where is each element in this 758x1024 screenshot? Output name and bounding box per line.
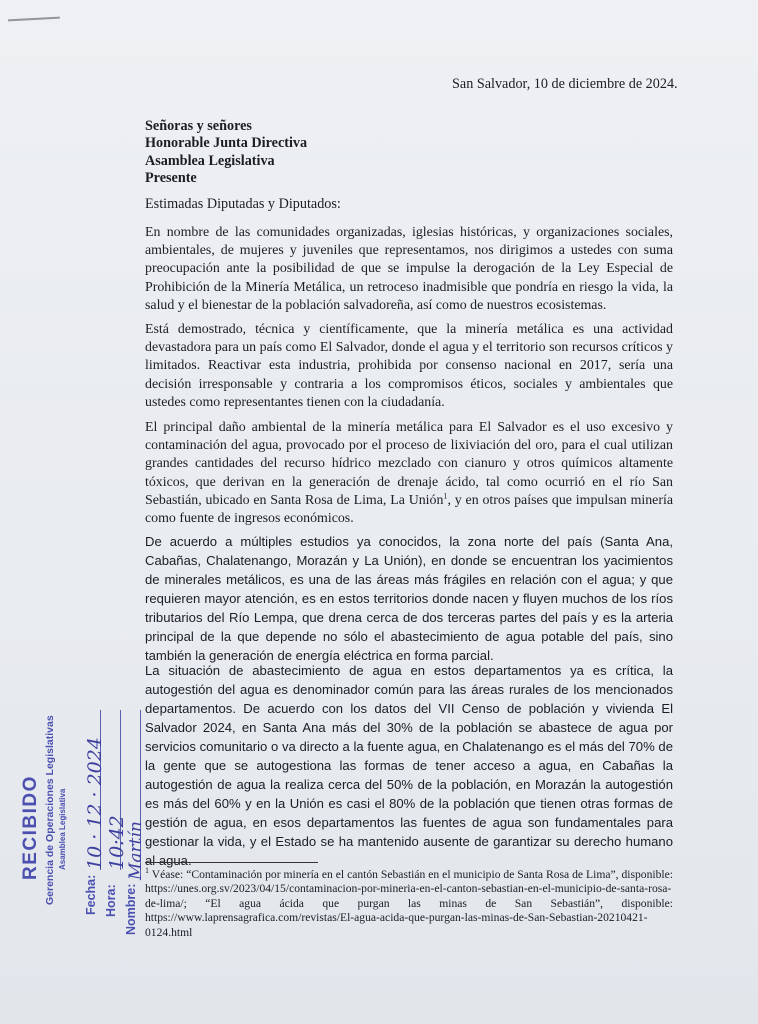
recipient-line: Honorable Junta Directiva <box>145 135 308 152</box>
pen-mark <box>8 17 60 26</box>
handwritten-time: 10:42 <box>106 815 128 870</box>
recipient-block <box>145 118 307 188</box>
stamp-hora-label: Hora: <box>104 884 118 917</box>
paragraph-3-tail: , y en otros países que impulsan minería como fuente de ingresos económicos. <box>145 492 673 527</box>
stamp-title: RECIBIDO <box>20 775 41 880</box>
recipient-line: Presente <box>145 170 197 187</box>
footnote-ref: 1 <box>443 491 448 501</box>
handwritten-signature: Martín <box>126 821 146 880</box>
handwritten-date: 10 · 12 · 2024 <box>84 737 106 870</box>
paragraph-3 <box>145 419 673 528</box>
paragraph-2: Está demostrado, técnica y científicamente, que la minería metálica es una actividad devastadora para un país como El Salvador, donde el agua y el territorio son recursos críticos y limitados. Reactivar esta industria, prohibida por consenso nacional en 2017, sería una decisión irresponsable y contraria a los compromisos éticos, sociales y ambientales que ustedes como representantes tienen con la ciudadanía. <box>145 322 673 410</box>
footnote-marker: 1 <box>145 866 149 876</box>
paragraph-5: La situación de abastecimiento de agua en estos departamentos ya es crítica, la autogestión del agua es denominador común para las áreas rurales de los mencionados departamentos. De acuerdo con los datos del VII Censo de población y vivienda El Salvador 2024, en Santa Ana más del 30% de la población se abastece de agua por servicios comunitario o va directo a la fuente agua, en Chalatenango es el más del 70% de la gente que se autogestiona las formas de tener acceso a agua, en Cabañas la autogestión de agua la realiza cerca del 50% de la población, en Morazán la autogestión es más del 60% y en la Unión es casi el 80% de la población que tienen otras formas de gestión de agua, en esos departamentos las fuentes de agua son fundamentales para gestionar la vida, y el Estado se ha mantenido ausente de garantizar su derecho humano al agua. <box>145 663 673 868</box>
stamp-nombre-label: Nombre: <box>124 883 138 935</box>
footnote-text: Véase: “Contaminación por minería en el cantón Sebastián en el municipio de Santa Rosa de Lima”, disponible: https://unes.org.sv/2023/04/15/contaminacion-por-mineria-en-el-canton-sebastian-en-el-municipio-de-santa-rosa-de-lima/; “El agua ácida que purgan las minas de San Sebastián”, disponible: https://www.laprensagrafica.com/revistas/El-agua-acida-que-purgan-las-minas-de-San-Sebastian-20210421-0124.html <box>145 868 673 939</box>
footnote <box>145 868 673 940</box>
paragraph-4: De acuerdo a múltiples estudios ya conocidos, la zona norte del país (Santa Ana, Cabañas, Chalatenango, Morazán y La Unión), en donde se encuentran los yacimientos de minerales metálicos, es una de las áreas más frágiles en relación con el agua; y que requieren mayor atención, es en estos territorios donde nacen y fluyen muchos de los ríos tributarios del Río Lempa, que drena cerca de dos terceras partes del país y es la arteria principal de la que depende no sólo el abastecimiento de agua potable del país, sino también la generación de energía eléctrica en forma parcial. <box>145 534 673 663</box>
paragraph-1: En nombre de las comunidades organizadas, iglesias históricas, y organizaciones sociales, ambientales, de mujeres y juveniles que representamos, nos dirigimos a ustedes con suma preocupación ante la posibilidad de que se impulse la derogación de la Ley Especial de Prohibición de la Minería Metálica, un retroceso inadmisible que pondría en riesgo la vida, la salud y el bienestar de la población salvadoreña, así como de nuestros ecosistemas. <box>145 225 673 313</box>
salutation: Estimadas Diputadas y Diputados: <box>145 196 341 212</box>
stamp-department: Gerencia de Operaciones Legislativas <box>44 715 56 905</box>
recipient-line: Señoras y señores <box>145 118 252 134</box>
recipient-line: Asamblea Legislativa <box>145 152 275 169</box>
stamp-institution: Asamblea Legislativa <box>58 788 67 870</box>
footnote-divider <box>145 862 318 863</box>
stamp-fecha-label: Fecha: <box>84 874 98 915</box>
paragraph-3-text: El principal daño ambiental de la minería metálica para El Salvador es el uso excesivo y contaminación del agua, provocado por el proceso de lixiviación del oro, para el cual utilizan grandes cantidades del recurso hídrico mezclado con cianuro y otros químicos altamente tóxicos, que derivan en la generación de drenaje ácido, tal como ocurrió en el río San Sebastián, ubicado en Santa Rosa de Lima, La Unión <box>145 420 673 508</box>
letter-date: San Salvador, 10 de diciembre de 2024. <box>452 76 678 92</box>
